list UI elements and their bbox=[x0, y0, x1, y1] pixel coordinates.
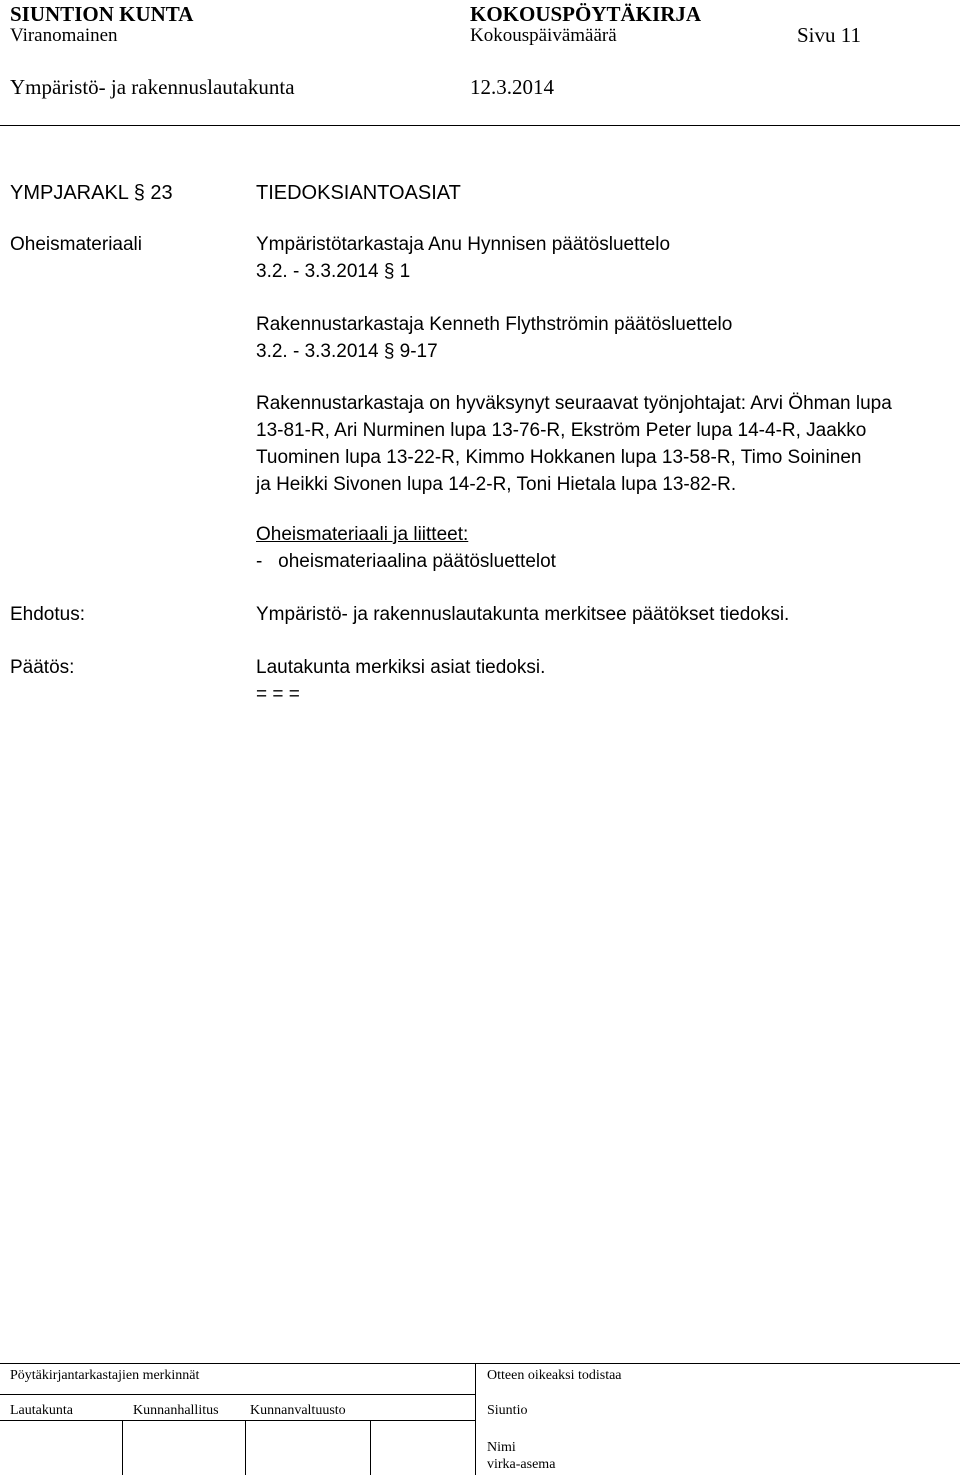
date-label: Kokouspäivämäärä bbox=[470, 25, 617, 46]
org-name: SIUNTION KUNTA bbox=[10, 2, 194, 26]
footer-col-council: Kunnanvaltuusto bbox=[250, 1403, 346, 1418]
footer-left-rule bbox=[0, 1394, 475, 1395]
paragraph-line-3: Tuominen lupa 13-22-R, Kimmo Hokkanen lupa 13-58-R, Timo Soininen bbox=[256, 447, 862, 468]
footer-top-rule bbox=[0, 1363, 960, 1364]
paragraph-line-4: ja Heikki Sivonen lupa 14-2-R, Toni Hietala lupa 13-82-R. bbox=[256, 474, 737, 495]
footer-center-divider bbox=[475, 1363, 476, 1475]
footer-place: Siuntio bbox=[487, 1403, 528, 1418]
attachment-label: Oheismateriaali bbox=[10, 234, 142, 255]
paragraph-line-2: 13-81-R, Ari Nurminen lupa 13-76-R, Ekström Peter lupa 14-4-R, Jaakko bbox=[256, 420, 867, 441]
meeting-date: 12.3.2014 bbox=[470, 75, 554, 99]
footer-title-label: virka-asema bbox=[487, 1457, 556, 1472]
item1-title: Ympäristötarkastaja Anu Hynnisen päätösluettelo bbox=[256, 234, 671, 255]
proposal-label: Ehdotus: bbox=[10, 604, 85, 625]
footer-columns-rule bbox=[0, 1420, 475, 1421]
authority-label: Viranomainen bbox=[10, 25, 118, 46]
proposal-text: Ympäristö- ja rakennuslautakunta merkitsee päätökset tiedoksi. bbox=[256, 604, 790, 625]
header-rule bbox=[0, 125, 960, 126]
authority-name: Ympäristö- ja rakennuslautakunta bbox=[10, 75, 295, 99]
footer-col-divider-1 bbox=[122, 1420, 123, 1475]
decision-label: Päätös: bbox=[10, 657, 75, 678]
section-title: TIEDOKSIANTOASIAT bbox=[256, 182, 461, 204]
end-marker: = = = bbox=[256, 684, 300, 705]
page-number: Sivu 11 bbox=[797, 23, 861, 47]
footer-col-govt: Kunnanhallitus bbox=[133, 1403, 219, 1418]
footer-col-divider-2 bbox=[245, 1420, 246, 1475]
footer-cert-label: Otteen oikeaksi todistaa bbox=[487, 1368, 622, 1383]
footer-col-divider-3 bbox=[370, 1420, 371, 1475]
footer-col-board: Lautakunta bbox=[10, 1403, 73, 1418]
attachments-item: - oheismateriaalina päätösluettelot bbox=[256, 551, 556, 572]
document-type: KOKOUSPÖYTÄKIRJA bbox=[470, 2, 702, 26]
item2-range: 3.2. - 3.3.2014 § 9-17 bbox=[256, 341, 438, 362]
item1-range: 3.2. - 3.3.2014 § 1 bbox=[256, 261, 411, 282]
footer-marks-label: Pöytäkirjantarkastajien merkinnät bbox=[10, 1368, 200, 1383]
section-code: YMPJARAKL § 23 bbox=[10, 182, 173, 204]
attachments-heading: Oheismateriaali ja liitteet: bbox=[256, 524, 469, 545]
paragraph-line-1: Rakennustarkastaja on hyväksynyt seuraavat työnjohtajat: Arvi Öhman lupa bbox=[256, 393, 892, 414]
decision-text: Lautakunta merkiksi asiat tiedoksi. bbox=[256, 657, 546, 678]
footer-name-label: Nimi bbox=[487, 1440, 516, 1455]
item2-title: Rakennustarkastaja Kenneth Flythströmin päätösluettelo bbox=[256, 314, 733, 335]
